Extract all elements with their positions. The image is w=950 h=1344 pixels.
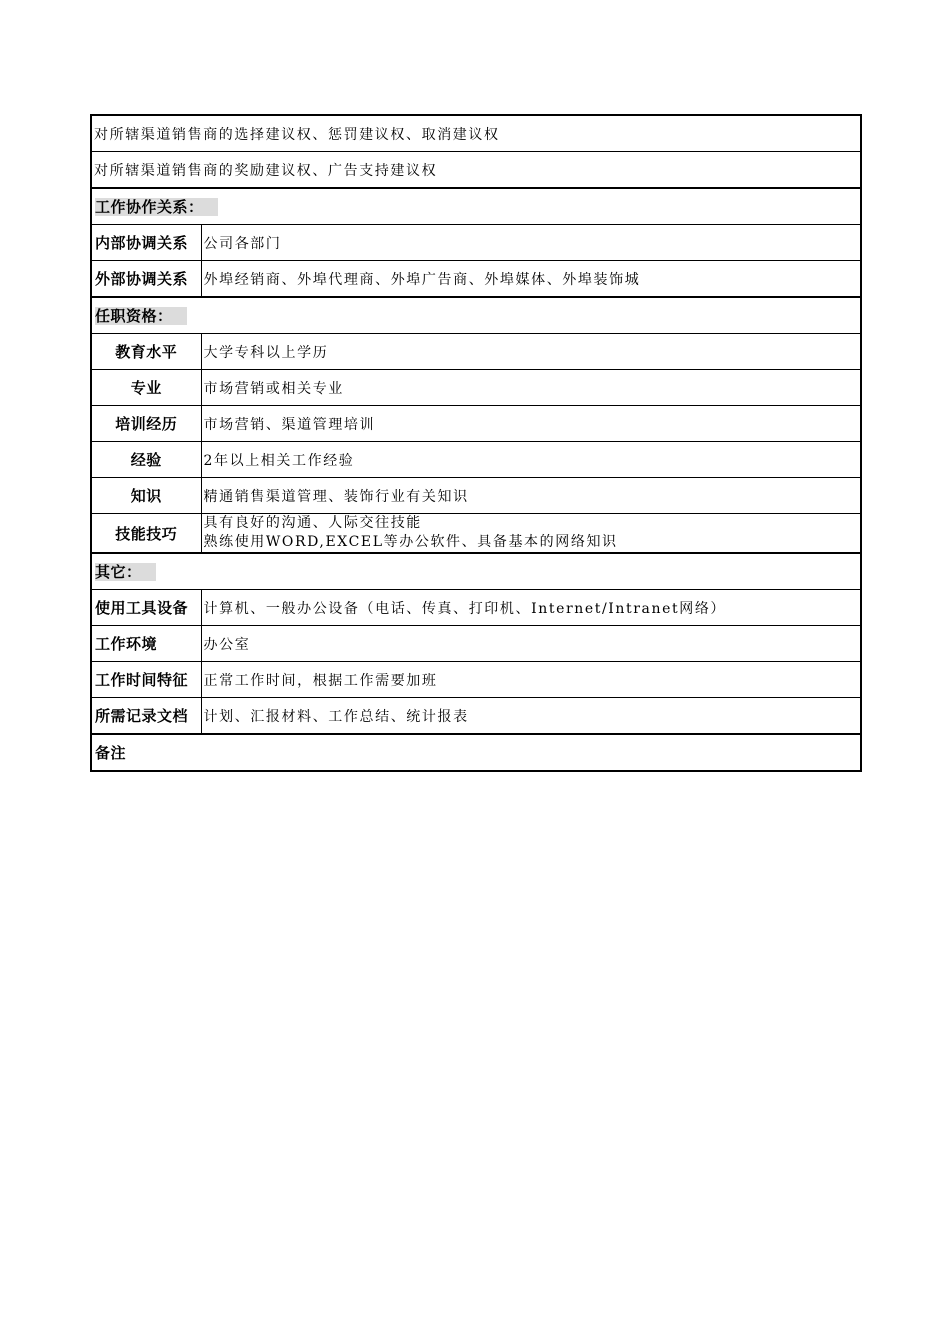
section-heading-other <box>91 553 861 590</box>
tools-label: 使用工具设备 <box>91 590 201 626</box>
table-row <box>91 590 861 626</box>
skills-value <box>201 514 861 554</box>
table-row <box>91 626 861 662</box>
section-row-cooperation <box>91 188 861 225</box>
section-heading-label: 任职资格： <box>95 307 187 325</box>
internal-coordination-value: 公司各部门 <box>201 225 861 261</box>
authority-row <box>91 152 861 189</box>
authority-text: 对所辖渠道销售商的选择建议权、惩罚建议权、取消建议权 <box>91 115 861 152</box>
table-row <box>91 442 861 478</box>
section-heading-label: 其它： <box>95 563 156 581</box>
environment-value: 办公室 <box>201 626 861 662</box>
table-row <box>91 478 861 514</box>
knowledge-label: 知识 <box>91 478 201 514</box>
remarks-row <box>91 734 861 771</box>
table-row <box>91 698 861 735</box>
external-coordination-label: 外部协调关系 <box>91 261 201 298</box>
section-heading-label: 工作协作关系： <box>95 198 218 216</box>
tools-value: 计算机、一般办公设备（电话、传真、打印机、Internet/Intranet网络） <box>201 590 861 626</box>
internal-coordination-label: 内部协调关系 <box>91 225 201 261</box>
education-label: 教育水平 <box>91 334 201 370</box>
experience-value: 2年以上相关工作经验 <box>201 442 861 478</box>
table-row <box>91 225 861 261</box>
remarks-label: 备注 <box>91 734 861 771</box>
documents-label: 所需记录文档 <box>91 698 201 735</box>
section-row-qualifications <box>91 297 861 334</box>
external-coordination-value: 外埠经销商、外埠代理商、外埠广告商、外埠媒体、外埠装饰城 <box>201 261 861 298</box>
table-row <box>91 662 861 698</box>
major-value: 市场营销或相关专业 <box>201 370 861 406</box>
skills-line: 具有良好的沟通、人际交往技能 <box>203 515 422 531</box>
environment-label: 工作环境 <box>91 626 201 662</box>
section-row-other <box>91 553 861 590</box>
table-row <box>91 514 861 554</box>
training-label: 培训经历 <box>91 406 201 442</box>
experience-label: 经验 <box>91 442 201 478</box>
education-value: 大学专科以上学历 <box>201 334 861 370</box>
training-value: 市场营销、渠道管理培训 <box>201 406 861 442</box>
section-heading-cooperation <box>91 188 861 225</box>
documents-value: 计划、汇报材料、工作总结、统计报表 <box>201 698 861 735</box>
authority-row <box>91 115 861 152</box>
work-time-value: 正常工作时间，根据工作需要加班 <box>201 662 861 698</box>
section-heading-qualifications <box>91 297 861 334</box>
knowledge-value: 精通销售渠道管理、装饰行业有关知识 <box>201 478 861 514</box>
skills-label: 技能技巧 <box>91 514 201 554</box>
table-row <box>91 334 861 370</box>
authority-text: 对所辖渠道销售商的奖励建议权、广告支持建议权 <box>91 152 861 189</box>
skills-line: 熟练使用WORD,EXCEL等办公软件、具备基本的网络知识 <box>203 534 618 550</box>
major-label: 专业 <box>91 370 201 406</box>
table-row <box>91 406 861 442</box>
table-row <box>91 370 861 406</box>
work-time-label: 工作时间特征 <box>91 662 201 698</box>
table-row <box>91 261 861 298</box>
job-description-table <box>90 114 862 772</box>
